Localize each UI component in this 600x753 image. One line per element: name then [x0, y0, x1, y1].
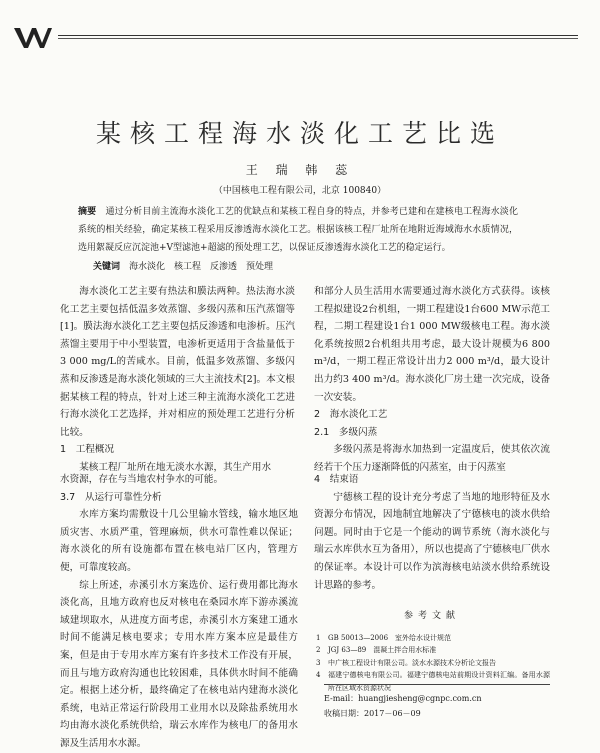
column-2 [314, 283, 550, 477]
section-heading: 4 结束语 [314, 474, 359, 485]
paragraph: 综上所述，赤溪引水方案选价、运行费用都比海水淡化高，且地方政府也反对核电在桑园水库下游赤溪流域建坝取水，从进度方面考虑，赤溪引水方案建工通水时间不能满足核电要求；专用水库方案本应是最佳方案，但是由于专用水库方案有许多技术工作没有开展，而且与地方政府沟通也比较困难，具体供水时间不能确定。根据上述分析，最终确定了在核电站内建海水淡化系统，电站正常运行阶段用工业用水以及除盐系统用水均由海水淡化系统供给，瑞云水库作为核电厂的备用水源及生活用水水源。 [60, 579, 298, 749]
column-4 [314, 471, 550, 694]
references-title: 参考文献 [403, 611, 460, 622]
keywords [93, 259, 523, 272]
reference-item: 4 福建宁德核电有限公司。福建宁德核电站前期设计资料汇编。备用水源所在区域水资源状况 [316, 671, 550, 692]
keywords-text: 海水淡化 核工程 反渗透 预处理 [129, 262, 274, 272]
received-date: 收稿日期：2017－06－09 [324, 709, 421, 718]
column-3 [60, 471, 298, 753]
article-title: 某核工程海水淡化工艺比选 [95, 119, 504, 148]
reference-item: 2 JGJ 63—89 混凝土拌合用水标准 [316, 646, 437, 655]
reference-item: 3 中广核工程设计有限公司。淡水水源技术分析论文报告 [316, 658, 496, 667]
keywords-label: 关键词 [93, 262, 121, 272]
paragraph: 宁德核工程的设计充分考虑了当地的地形特征及水资源分布情况，因地制宜地解决了宁德核电的淡水供给问题。同时由于它是一个能动的调节系统（海水淡化与瑞云水库供水互为备用），所以也提高了宁德核电厂供水的保证率。本设计可以作为滨海核电站淡水供给系统设计思路的参考。 [314, 491, 550, 591]
authors: 王 瑞 韩 蕊 [245, 163, 355, 177]
column-1 [60, 283, 295, 477]
section-heading: 1 工程概况 [60, 444, 115, 456]
section-heading: 3.7 从运行可靠性分析 [60, 491, 162, 503]
reference-item: 1 GB 50013—2006 室外给水设计规范 [316, 633, 452, 642]
section-heading: 2 海水淡化工艺 [314, 409, 388, 421]
email: E-mail：huangjiesheng@cgnpc.com.cn [324, 694, 482, 703]
footnote [324, 684, 550, 721]
affiliation: （中国核电工程有限公司，北京 100840） [213, 186, 387, 196]
paragraph: 某核工程厂址所在地无淡水水源，其生产用水 [79, 461, 272, 473]
paragraph: 水库方案均需敷设十几公里输水管线，输水地区地质灾害、水质严重，管理麻烦，供水可靠性难以保证；海水淡化的所有设施都布置在核电站厂区内，管理方便，可靠度较高。 [60, 509, 298, 573]
abstract [78, 203, 518, 257]
paragraph: 水资源，存在与当地农村争水的可能。 [60, 474, 224, 485]
header-rule-thin [58, 38, 578, 39]
paragraph: 多级闪蒸是将海水加热到一定温度后，使其依次流经若干个压力逐渐降低的闪蒸室，由于闪蒸室 [314, 444, 550, 473]
paragraph: 和部分人员生活用水需要通过海水淡化方式获得。该核工程拟建设2台机组，一期工程建设1台600 MW示范工程，二期工程建设1台1 000 MW级核电工程。海水淡化系统按照2台机组共用考虑，最大设计规模为6 800 m³/d，一期工程正常设计出力2 000 m³/d，最大设计出力约3 400 m³/d。海水淡化厂房土建一次完成，设备一次安装。 [314, 286, 550, 403]
journal-logo-icon [14, 26, 52, 50]
abstract-text: 通过分析目前主流海水淡化工艺的优缺点和某核工程自身的特点，并参考已建和在建核电工程海水淡化系统的相关经验，确定某核工程采用反渗透海水淡化工艺。根据该核工程厂址所在地附近海域海水水质情况，选用絮凝反应沉淀池+V型滤池+超滤的预处理工艺，以保证反渗透海水淡化工艺的稳定运行。 [78, 207, 518, 253]
header-rule [58, 35, 578, 36]
subsection-heading: 2.1 多级闪蒸 [314, 426, 378, 438]
abstract-label: 摘要 [78, 207, 97, 217]
paragraph: 海水淡化工艺主要有热法和膜法两种。热法海水淡化工艺主要包括低温多效蒸馏、多级闪蒸和压汽蒸馏等[1]。膜法海水淡化工艺主要包括反渗透和电渗析。压汽蒸馏主要用于中小型装置，电渗析更适用于含盐量低于3 000 mg/L的苦咸水。目前，低温多效蒸馏、多级闪蒸和反渗透是海水淡化领域的三大主流技术[2]。本文根据某核工程的特点，针对上述三种主流海水淡化工艺进行海水淡化工艺选择，并对相应的预处理工艺进行分析比较。 [60, 286, 295, 438]
